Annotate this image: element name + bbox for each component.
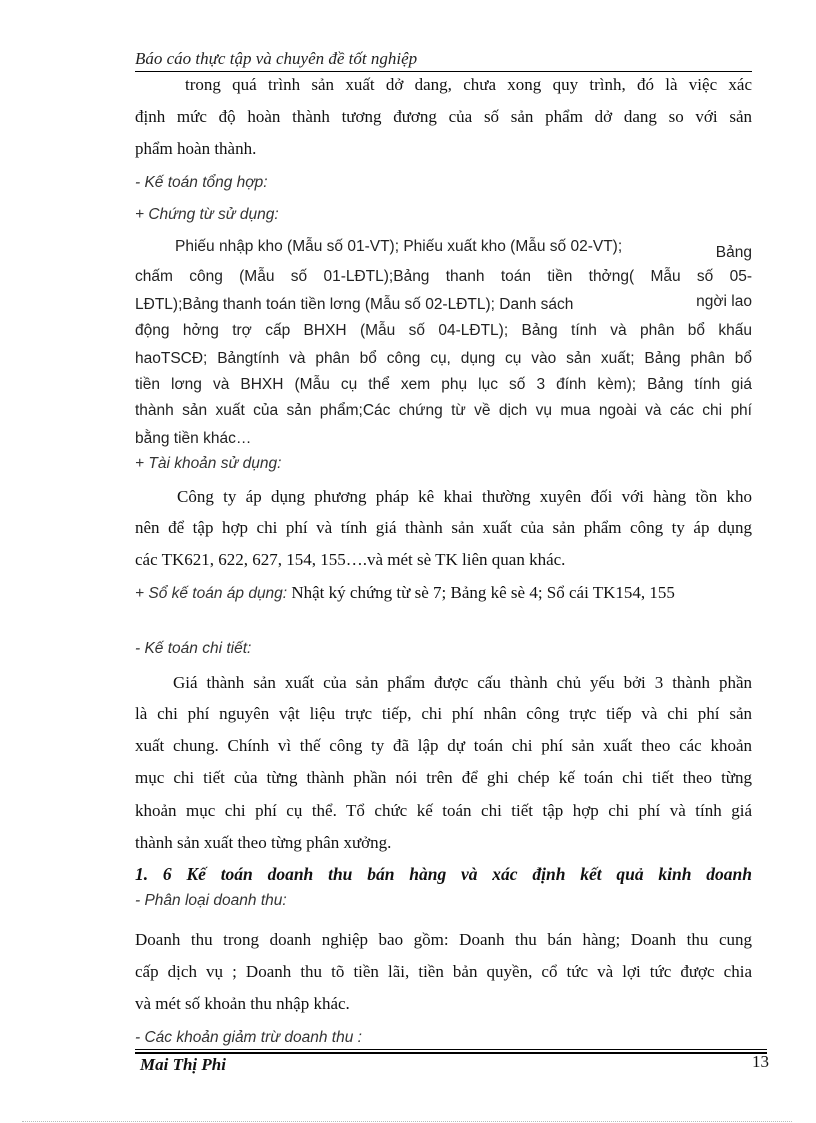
subheading-giam-tru: - Các khoản giảm trừ doanh thu : xyxy=(135,1029,362,1046)
paragraph-line: Công ty áp dụng phương pháp kê khai thường xuyên đối với hàng tồn kho xyxy=(177,487,752,506)
paragraph-line: phẩm hoàn thành. xyxy=(135,139,257,158)
footer-author: Mai Thị Phi xyxy=(140,1055,226,1074)
paragraph-line: thành sản xuất theo từng phân xưởng. xyxy=(135,833,392,852)
paragraph-line: là chi phí nguyên vật liệu trực tiếp, chi phí nhân công trực tiếp và chi phí sản xyxy=(135,704,752,723)
subheading-so-ke-toan: + Sổ kế toán áp dụng: xyxy=(135,585,288,602)
paragraph-line xyxy=(175,236,752,261)
subheading-chung-tu: + Chứng từ sử dụng: xyxy=(135,206,279,223)
paragraph-line: thành sản xuất của sản phẩm;Các chứng từ về dịch vụ mua ngoài và các chi phí xyxy=(135,402,752,419)
paragraph-line: Giá thành sản xuất của sản phẩm được cấu thành chủ yếu bởi 3 thành phần xyxy=(173,673,752,692)
subheading-phan-loai: - Phân loại doanh thu: xyxy=(135,892,287,909)
paragraph-line xyxy=(135,294,752,316)
paragraph-line: bằng tiền khác… xyxy=(135,430,252,447)
footer-divider xyxy=(135,1049,767,1050)
paragraph-line: khoản mục chi phí cụ thể. Tổ chức kế toán chi tiết tập hợp chi phí và tính giá xyxy=(135,801,752,820)
paragraph-text: LĐTL);Bảng thanh toán tiền lơng (Mẫu số 02-LĐTL); Danh sách xyxy=(135,296,574,313)
subheading-ke-toan-chi-tiet: - Kế toán chi tiết: xyxy=(135,640,252,657)
paragraph-line: mục chi tiết của từng thành phần nói trên để ghi chép kế toán chi tiết theo từng xyxy=(135,768,752,787)
paragraph-line: chấm công (Mẫu số 01-LĐTL);Bảng thanh toán tiền thởng( Mẫu số 05- xyxy=(135,268,752,285)
paragraph-line: xuất chung. Chính vì thế công ty đã lập dự toán chi phí sản xuất theo các khoản xyxy=(135,736,752,755)
paragraph-text: Phiếu nhập kho (Mẫu số 01-VT); Phiếu xuất kho (Mẫu số 02-VT); xyxy=(175,238,623,255)
paragraph-line: và mét số khoản thu nhập khác. xyxy=(135,994,350,1013)
paragraph-line: cấp dịch vụ ; Doanh thu tõ tiền lãi, tiền bản quyền, cổ tức và lợi tức được chia xyxy=(135,962,752,981)
paragraph-line: nên để tập hợp chi phí và tính giá thành sản xuất của sản phẩm công ty áp dụng xyxy=(135,518,752,537)
paragraph-line: các TK621, 622, 627, 154, 155….và mét sè TK liên quan khác. xyxy=(135,550,566,569)
paragraph-line xyxy=(135,582,752,605)
paragraph-line: Doanh thu trong doanh nghiệp bao gồm: Doanh thu bán hàng; Doanh thu cung xyxy=(135,930,752,949)
paragraph-text: ngời lao xyxy=(696,293,752,310)
page-number: 13 xyxy=(752,1052,769,1071)
paragraph-line: trong quá trình sản xuất dở dang, chưa xong quy trình, đó là việc xác xyxy=(185,75,752,94)
paragraph-line: haoTSCĐ; Bảngtính và phân bổ công cụ, dụng cụ vào sản xuất; Bảng phân bổ xyxy=(135,350,752,367)
footer-divider-thick xyxy=(135,1052,767,1054)
subheading-ke-toan-tong-hop: - Kế toán tổng hợp: xyxy=(135,174,268,191)
paragraph-line: định mức độ hoàn thành tương đương của số sản phẩm dở dang so với sản xyxy=(135,107,752,126)
paragraph-text: Nhật ký chứng từ sè 7; Bảng kê sè 4; Sổ cái TK154, 155 xyxy=(287,583,675,602)
page-bottom-border xyxy=(22,1121,792,1122)
section-heading: 1. 6 Kế toán doanh thu bán hàng và xác định kết quả kinh doanh xyxy=(135,864,752,884)
paragraph-line: động hởng trợ cấp BHXH (Mẫu số 04-LĐTL); Bảng tính và phân bổ khấu xyxy=(135,322,752,339)
paragraph-text: Bảng xyxy=(715,244,752,261)
paragraph-line: tiền lơng và BHXH (Mẫu cụ thể xem phụ lục số 3 đính kèm); Bảng tính giá xyxy=(135,376,752,393)
header-divider xyxy=(135,71,752,72)
running-header: Báo cáo thực tập và chuyên đề tốt nghiệp xyxy=(135,49,418,68)
subheading-tai-khoan: + Tài khoản sử dụng: xyxy=(135,455,282,472)
